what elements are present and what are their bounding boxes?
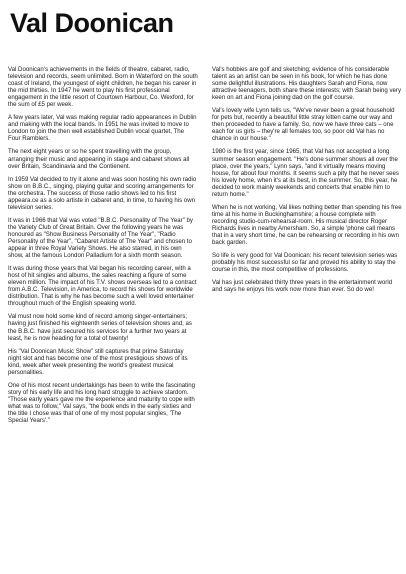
paragraph: In 1959 Val decided to try it alone and was soon hosting his own radio show on B.B.C., singing, playing guitar and scoring arrangements for the orchestra. The success of those radio shows led to his first appeara.ce as a solo artiste in cabaret and, in time, to having his own television series. [8, 175, 197, 211]
paragraph: Val's hobbies are golf and sketching; evidence of his considerable talent as an artist can be seen in his book, for which he has done some delightful illustrations. His daughters Sarah and Fiona, now attractive teenagers, both share these interests; with Sarah being very keen on art and Fiona joining dad on the golf course. [212, 66, 402, 102]
paragraph: 1980 is the first year, since 1965, that Val has not accepted a long summer season engagement. "He's done summer shows all over the place, over the years," Lynn says, "and it virtually means moving house, for about four months. It seems such a pity that he never sees his lovely home, when it's at its best, in the summer. So, this year, he decided to work mainly weekends and concerts that enable him to return home." [212, 148, 399, 198]
left-column [8, 66, 198, 430]
paragraph: One of his most recent undertakings has been to write the fascinating story of his early life and his long hard struggle to achieve stardom. "Those early years gave me the experience and maturity to cope with what was to follow," Val says, "the book ends in the early sixties and the title I chose was that of one of my most popular singles, 'The Special Years'." [8, 381, 195, 425]
paragraph: His "Val Doonican Music Show" still captures that prime Saturday night slot and has become one of the most prestigious shows of its kind, week after week presenting the world's greatest musical personalities. [8, 347, 188, 376]
paragraph: It was during those years that Val began his recording career, with a host of hit singles and albums, the sales reaching a figure of some eleven million. The impact of his T.V. shows overseas led to a contract from A.B.C. Television, in America, to record his shows for worldwide distribution. That is why he has become such a well loved entertainer throughout much of the English speaking world. [8, 265, 197, 308]
paragraph: A few years later, Val was making regular radio appearances in Dublin and making with the local bands. In 1951 he was invited to move to London to join the then well established Dublin vocal quartet, The Four Ramblers. [8, 114, 197, 143]
paragraph: Val Doonican's achievements in the fields of theatre, cabaret, radio, television and records, seem unlimited. Born in Waterford on the south coast of Ireland, the youngest of eight children, he began his career in the mid thirties. In 1947 he went to play his first professional engagement in the little resort of Courtown Harbour, Co. Wexford, for the sum of £5 per week. [8, 66, 198, 109]
paragraph: So life is very good for Val Doonican: his recent television series was probably his most successful so far and proved his ability to stay the course in this, the most competitive of professions. [212, 252, 398, 274]
paragraph: When he is not working, Val likes nothing better than spending his free time at his home in Buckinghamshire; a house complete with recording studio-cum-rehearsal-room. His musical director Roger Richards lives in nearby Amersham. So, a simple 'phone call means that in a very short time, he can be rehearsing or recording in his own back garden. [212, 203, 402, 247]
paragraph: It was in 1966 that Val was voted "B.B.C. Personality of The Year" by the Variety Club of Great Britain. Over the following years he was honoured as "Show Business Personality of The Year", "Radio Personality of the Year", "Cabaret Artiste of The Year" and chosen to appear in three Royal Variety Shows. He also starred, in his own show, at the famous London Palladium for a sixth month season. [8, 216, 193, 260]
paragraph: The next eight years or so he spent travelling with the group, arranging their music and appearing in stage and cabaret shows all over Britain, Scandinavia and the Contienent. [8, 148, 190, 170]
paragraph: Val's lovely wife Lynn tells us, "We've never been a great household for pets but, recently a beautiful little stray kitten came our way and then proceeded to have a family. So, now we have three cats – one each for us girls – they're all females too, so poor old Val has no chance in our house." [212, 107, 395, 143]
right-column [212, 66, 402, 299]
page-title: Val Doonican [10, 8, 174, 38]
paragraph: Val has just celebrated thirty three years in the entertainment world and says he enjoys his work now more than ever. So do we! [212, 279, 393, 294]
paragraph: Val must now hold some kind of record among singer-entertainers; having just finished his eighteenth series of television shows and, as the B.B.C. have just secured his services for a further two years at least, he is now heading for a total of twenty! [8, 313, 192, 342]
